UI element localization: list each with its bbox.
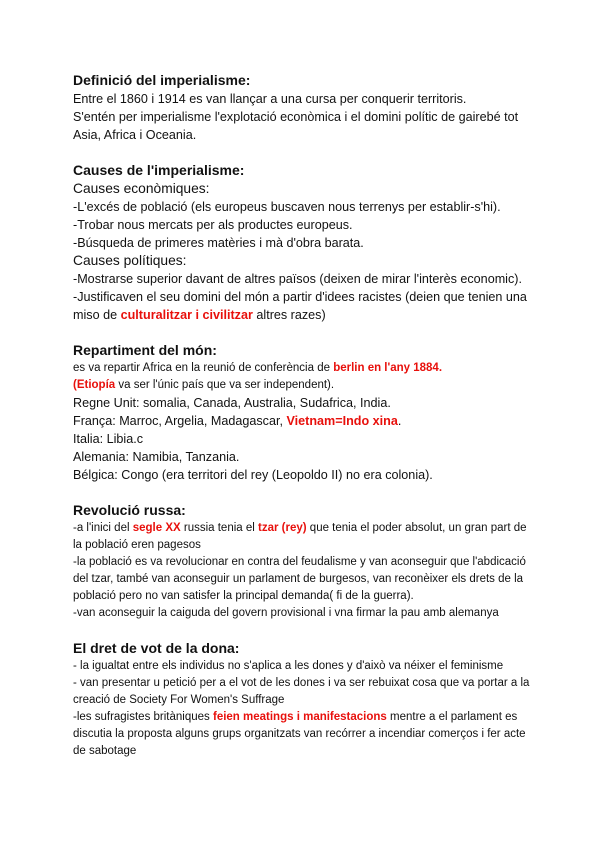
section-revolucio-russa <box>73 502 533 622</box>
section-heading: El dret de vot de la dona: <box>73 640 240 656</box>
text-run: -a l'inici del <box>73 522 133 534</box>
document-content <box>73 72 533 778</box>
paragraph: Alemania: Namibia, Tanzania. <box>73 450 240 464</box>
section-heading: Causes de l'imperialisme: <box>73 162 245 178</box>
subheading-political: Causes polítiques: <box>73 253 187 268</box>
section-heading: Repartiment del món: <box>73 342 217 358</box>
text-run: va ser l'únic país que va ser independent). <box>115 379 335 391</box>
paragraph: -Trobar nous mercats per als productes europeus. <box>73 218 353 232</box>
paragraph <box>73 520 533 554</box>
text-run: es va repartir Africa en la reunió de conferència de <box>73 362 334 374</box>
paragraph: Bélgica: Congo (era territori del rey (Leopoldo II) no era colonia). <box>73 468 433 482</box>
highlight-text: Vietnam=Indo xina <box>286 414 398 428</box>
section-heading: Definició del imperialisme: <box>73 72 251 88</box>
highlight-text: tzar (rey) <box>258 522 307 534</box>
paragraph: Regne Unit: somalia, Canada, Australia, Sudafrica, India. <box>73 396 391 410</box>
text-run: França: Marroc, Argelia, Madagascar, <box>73 414 287 428</box>
text-run: mentre a el parlament es discutia la proposta alguns grups organitzats van recórrer a incendiar comerços i fer acte de sabotage <box>73 711 526 757</box>
paragraph: - la igualtat entre els individus no s'aplica a les dones y d'això va néixer el feminisme <box>73 660 504 672</box>
highlight-text: (Etiopía <box>73 379 116 391</box>
paragraph: -Mostrarse superior davant de altres països (deixen de mirar l'interès economic). <box>73 272 522 286</box>
text-run: -Justificaven el seu domini del món a partir d'idees racistes (deien que tenien una miso de <box>73 290 527 322</box>
paragraph <box>73 709 533 760</box>
section-causes <box>73 162 533 324</box>
highlight-text: culturalitzar i civilitzar <box>120 308 253 322</box>
text-run: . <box>397 414 402 428</box>
paragraph: Entre el 1860 i 1914 es van llançar a una cursa per conquerir territoris. <box>73 92 467 106</box>
subheading-economic: Causes econòmiques: <box>73 181 210 196</box>
paragraph: S'entén per imperialisme l'explotació econòmica i el domini polític de gairebé tot Asia, Africa i Oceania. <box>73 110 519 142</box>
paragraph <box>73 412 533 430</box>
paragraph: -L'excés de població (els europeus buscaven nous terrenys per establir-s'hi). <box>73 200 501 214</box>
section-dret-vot <box>73 640 533 760</box>
highlight-text: feien meatings i manifestacions <box>212 711 387 723</box>
paragraph: -la població es va revolucionar en contra del feudalisme y van aconseguir que l'abdicació del tzar, també van aconseguir un parlament de burgesos, van reconèixer els drets de la població pero no van satisfer la principal demanda( fi de la guerra). <box>73 556 526 602</box>
text-run: altres razes) <box>252 308 326 322</box>
paragraph: Italia: Libia.c <box>73 432 144 446</box>
paragraph <box>73 377 533 394</box>
section-definicio <box>73 72 533 144</box>
paragraph: -Búsqueda de primeres matèries i mà d'obra barata. <box>73 236 364 250</box>
text-run: russia tenia el <box>180 522 259 534</box>
highlight-text: berlin en l'any 1884. <box>333 362 443 374</box>
paragraph: - van presentar u petició per a el vot de les dones i va ser rebuixat cosa que va portar a la creació de Society For Women's Suffrage <box>73 677 530 706</box>
highlight-text: segle XX <box>132 522 181 534</box>
text-run: -les sufragistes britàniques <box>73 711 213 723</box>
section-heading: Revolució russa: <box>73 502 186 518</box>
paragraph: -van aconseguir la caiguda del govern provisional i vna firmar la pau amb alemanya <box>73 607 499 619</box>
section-repartiment <box>73 342 533 484</box>
paragraph <box>73 360 533 377</box>
text-run: que tenia el poder absolut, un gran part de la població eren pagesos <box>73 522 527 551</box>
paragraph <box>73 288 533 324</box>
